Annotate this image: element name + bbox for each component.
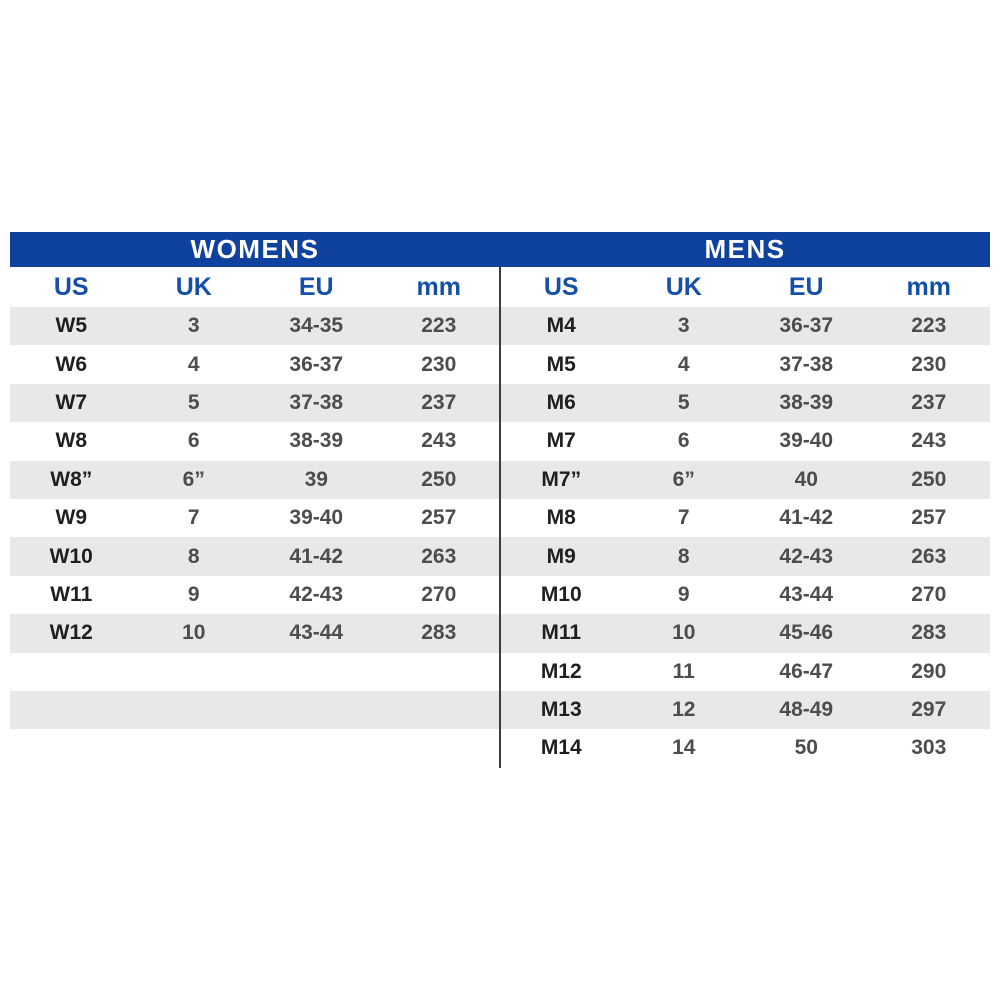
value-cell (255, 691, 378, 729)
value-cell: 39-40 (779, 429, 834, 453)
value-cell: 45-46 (779, 621, 834, 645)
value-cell: 250 (421, 467, 457, 491)
value-cell: 5 (187, 390, 200, 414)
size-cell (10, 653, 133, 691)
value-cell: 7 (677, 506, 690, 530)
size-cell: M14 (540, 736, 582, 760)
value-cell: 36-37 (289, 352, 344, 376)
size-cell: M13 (540, 698, 582, 722)
value-cell: 270 (421, 582, 457, 606)
mens-table (500, 267, 990, 768)
table-row (10, 384, 500, 422)
table-row (10, 729, 500, 767)
value-cell: 250 (911, 467, 947, 491)
value-cell: 39 (304, 467, 328, 491)
value-cell: 10 (182, 621, 206, 645)
value-cell: 39-40 (289, 506, 344, 530)
value-cell: 230 (421, 352, 457, 376)
table-row (10, 307, 500, 345)
value-cell: 6 (187, 429, 200, 453)
value-cell: 43-44 (779, 582, 834, 606)
womens-table (10, 267, 500, 768)
value-cell: 41-42 (779, 506, 834, 530)
size-cell: M7” (541, 467, 582, 491)
value-cell: 263 (421, 544, 457, 568)
column-header-us: US (53, 272, 89, 301)
womens-section-title: WOMENS (190, 234, 320, 264)
column-header-uk: UK (665, 272, 702, 301)
table-row (10, 422, 500, 460)
column-header-row (500, 267, 990, 307)
shoe-size-chart (10, 232, 990, 768)
table-row (10, 614, 500, 652)
value-cell: 303 (911, 736, 947, 760)
value-cell: 9 (187, 582, 200, 606)
size-cell: W7 (55, 390, 87, 414)
value-cell: 9 (677, 582, 690, 606)
size-cell: M5 (546, 352, 576, 376)
value-cell: 8 (187, 544, 200, 568)
section-divider-line (499, 267, 501, 768)
value-cell: 223 (421, 314, 457, 338)
table-row (500, 499, 990, 537)
table-row (500, 614, 990, 652)
value-cell: 10 (672, 621, 696, 645)
value-cell: 12 (672, 698, 696, 722)
value-cell: 14 (672, 736, 696, 760)
value-cell: 8 (677, 544, 690, 568)
column-header-mm: mm (416, 272, 461, 301)
value-cell: 11 (672, 659, 695, 683)
value-cell: 230 (911, 352, 947, 376)
value-cell (378, 729, 501, 767)
value-cell: 6” (182, 467, 205, 491)
size-cell: W12 (49, 621, 93, 645)
value-cell: 243 (421, 429, 457, 453)
table-row (10, 576, 500, 614)
value-cell: 46-47 (779, 659, 834, 683)
value-cell: 4 (677, 352, 690, 376)
table-row (500, 307, 990, 345)
value-cell: 42-43 (779, 544, 834, 568)
value-cell: 7 (187, 506, 200, 530)
value-cell: 283 (421, 621, 457, 645)
table-row (10, 345, 500, 383)
table-row (500, 461, 990, 499)
value-cell: 38-39 (289, 429, 344, 453)
table-row (10, 691, 500, 729)
value-cell (133, 653, 256, 691)
value-cell (255, 729, 378, 767)
size-cell: W6 (55, 352, 87, 376)
value-cell: 40 (794, 467, 818, 491)
value-cell: 263 (911, 544, 947, 568)
size-cell: M7 (546, 429, 576, 453)
size-cell (10, 691, 133, 729)
value-cell: 34-35 (289, 314, 344, 338)
table-row (500, 537, 990, 575)
column-header-uk: UK (175, 272, 212, 301)
table-row (500, 576, 990, 614)
value-cell (378, 691, 501, 729)
size-cell: M12 (540, 659, 582, 683)
size-cell: W5 (55, 314, 87, 338)
value-cell: 257 (421, 506, 457, 530)
value-cell (133, 729, 256, 767)
size-cell: M4 (546, 314, 576, 338)
value-cell: 270 (911, 582, 947, 606)
value-cell: 237 (421, 390, 457, 414)
column-header-eu: EU (298, 272, 334, 301)
value-cell (378, 653, 501, 691)
chart-body (10, 267, 990, 768)
value-cell: 290 (911, 659, 947, 683)
table-row (500, 729, 990, 767)
value-cell: 50 (794, 736, 818, 760)
size-cell: W8” (50, 467, 93, 491)
table-row (10, 461, 500, 499)
value-cell: 37-38 (779, 352, 834, 376)
value-cell: 3 (187, 314, 200, 338)
value-cell: 6” (672, 467, 695, 491)
size-cell: M8 (546, 506, 576, 530)
size-cell (10, 729, 133, 767)
size-cell: W10 (49, 544, 93, 568)
table-row (500, 345, 990, 383)
size-cell: W8 (55, 429, 87, 453)
size-cell: M11 (541, 621, 582, 645)
size-cell: W9 (55, 506, 87, 530)
value-cell: 43-44 (289, 621, 344, 645)
table-row (10, 653, 500, 691)
value-cell: 243 (911, 429, 947, 453)
column-header-eu: EU (788, 272, 824, 301)
title-bar (10, 232, 990, 267)
size-cell: M6 (546, 390, 576, 414)
table-row (500, 691, 990, 729)
column-header-row (10, 267, 500, 307)
value-cell (255, 653, 378, 691)
table-row (500, 384, 990, 422)
table-row (500, 653, 990, 691)
size-cell: W11 (50, 582, 93, 606)
table-row (500, 422, 990, 460)
value-cell: 5 (677, 390, 690, 414)
column-header-mm: mm (906, 272, 951, 301)
column-header-us: US (543, 272, 579, 301)
value-cell: 297 (911, 698, 947, 722)
value-cell (133, 691, 256, 729)
value-cell: 257 (911, 506, 947, 530)
size-cell: M10 (540, 582, 582, 606)
table-row (10, 499, 500, 537)
size-cell: M9 (546, 544, 576, 568)
value-cell: 223 (911, 314, 947, 338)
value-cell: 48-49 (779, 698, 834, 722)
value-cell: 4 (187, 352, 200, 376)
value-cell: 37-38 (289, 390, 344, 414)
value-cell: 237 (911, 390, 947, 414)
mens-section-title: MENS (704, 234, 786, 264)
value-cell: 6 (677, 429, 690, 453)
value-cell: 42-43 (289, 582, 344, 606)
table-row (10, 537, 500, 575)
value-cell: 3 (677, 314, 690, 338)
value-cell: 41-42 (289, 544, 344, 568)
value-cell: 36-37 (779, 314, 834, 338)
value-cell: 38-39 (779, 390, 834, 414)
value-cell: 283 (911, 621, 947, 645)
